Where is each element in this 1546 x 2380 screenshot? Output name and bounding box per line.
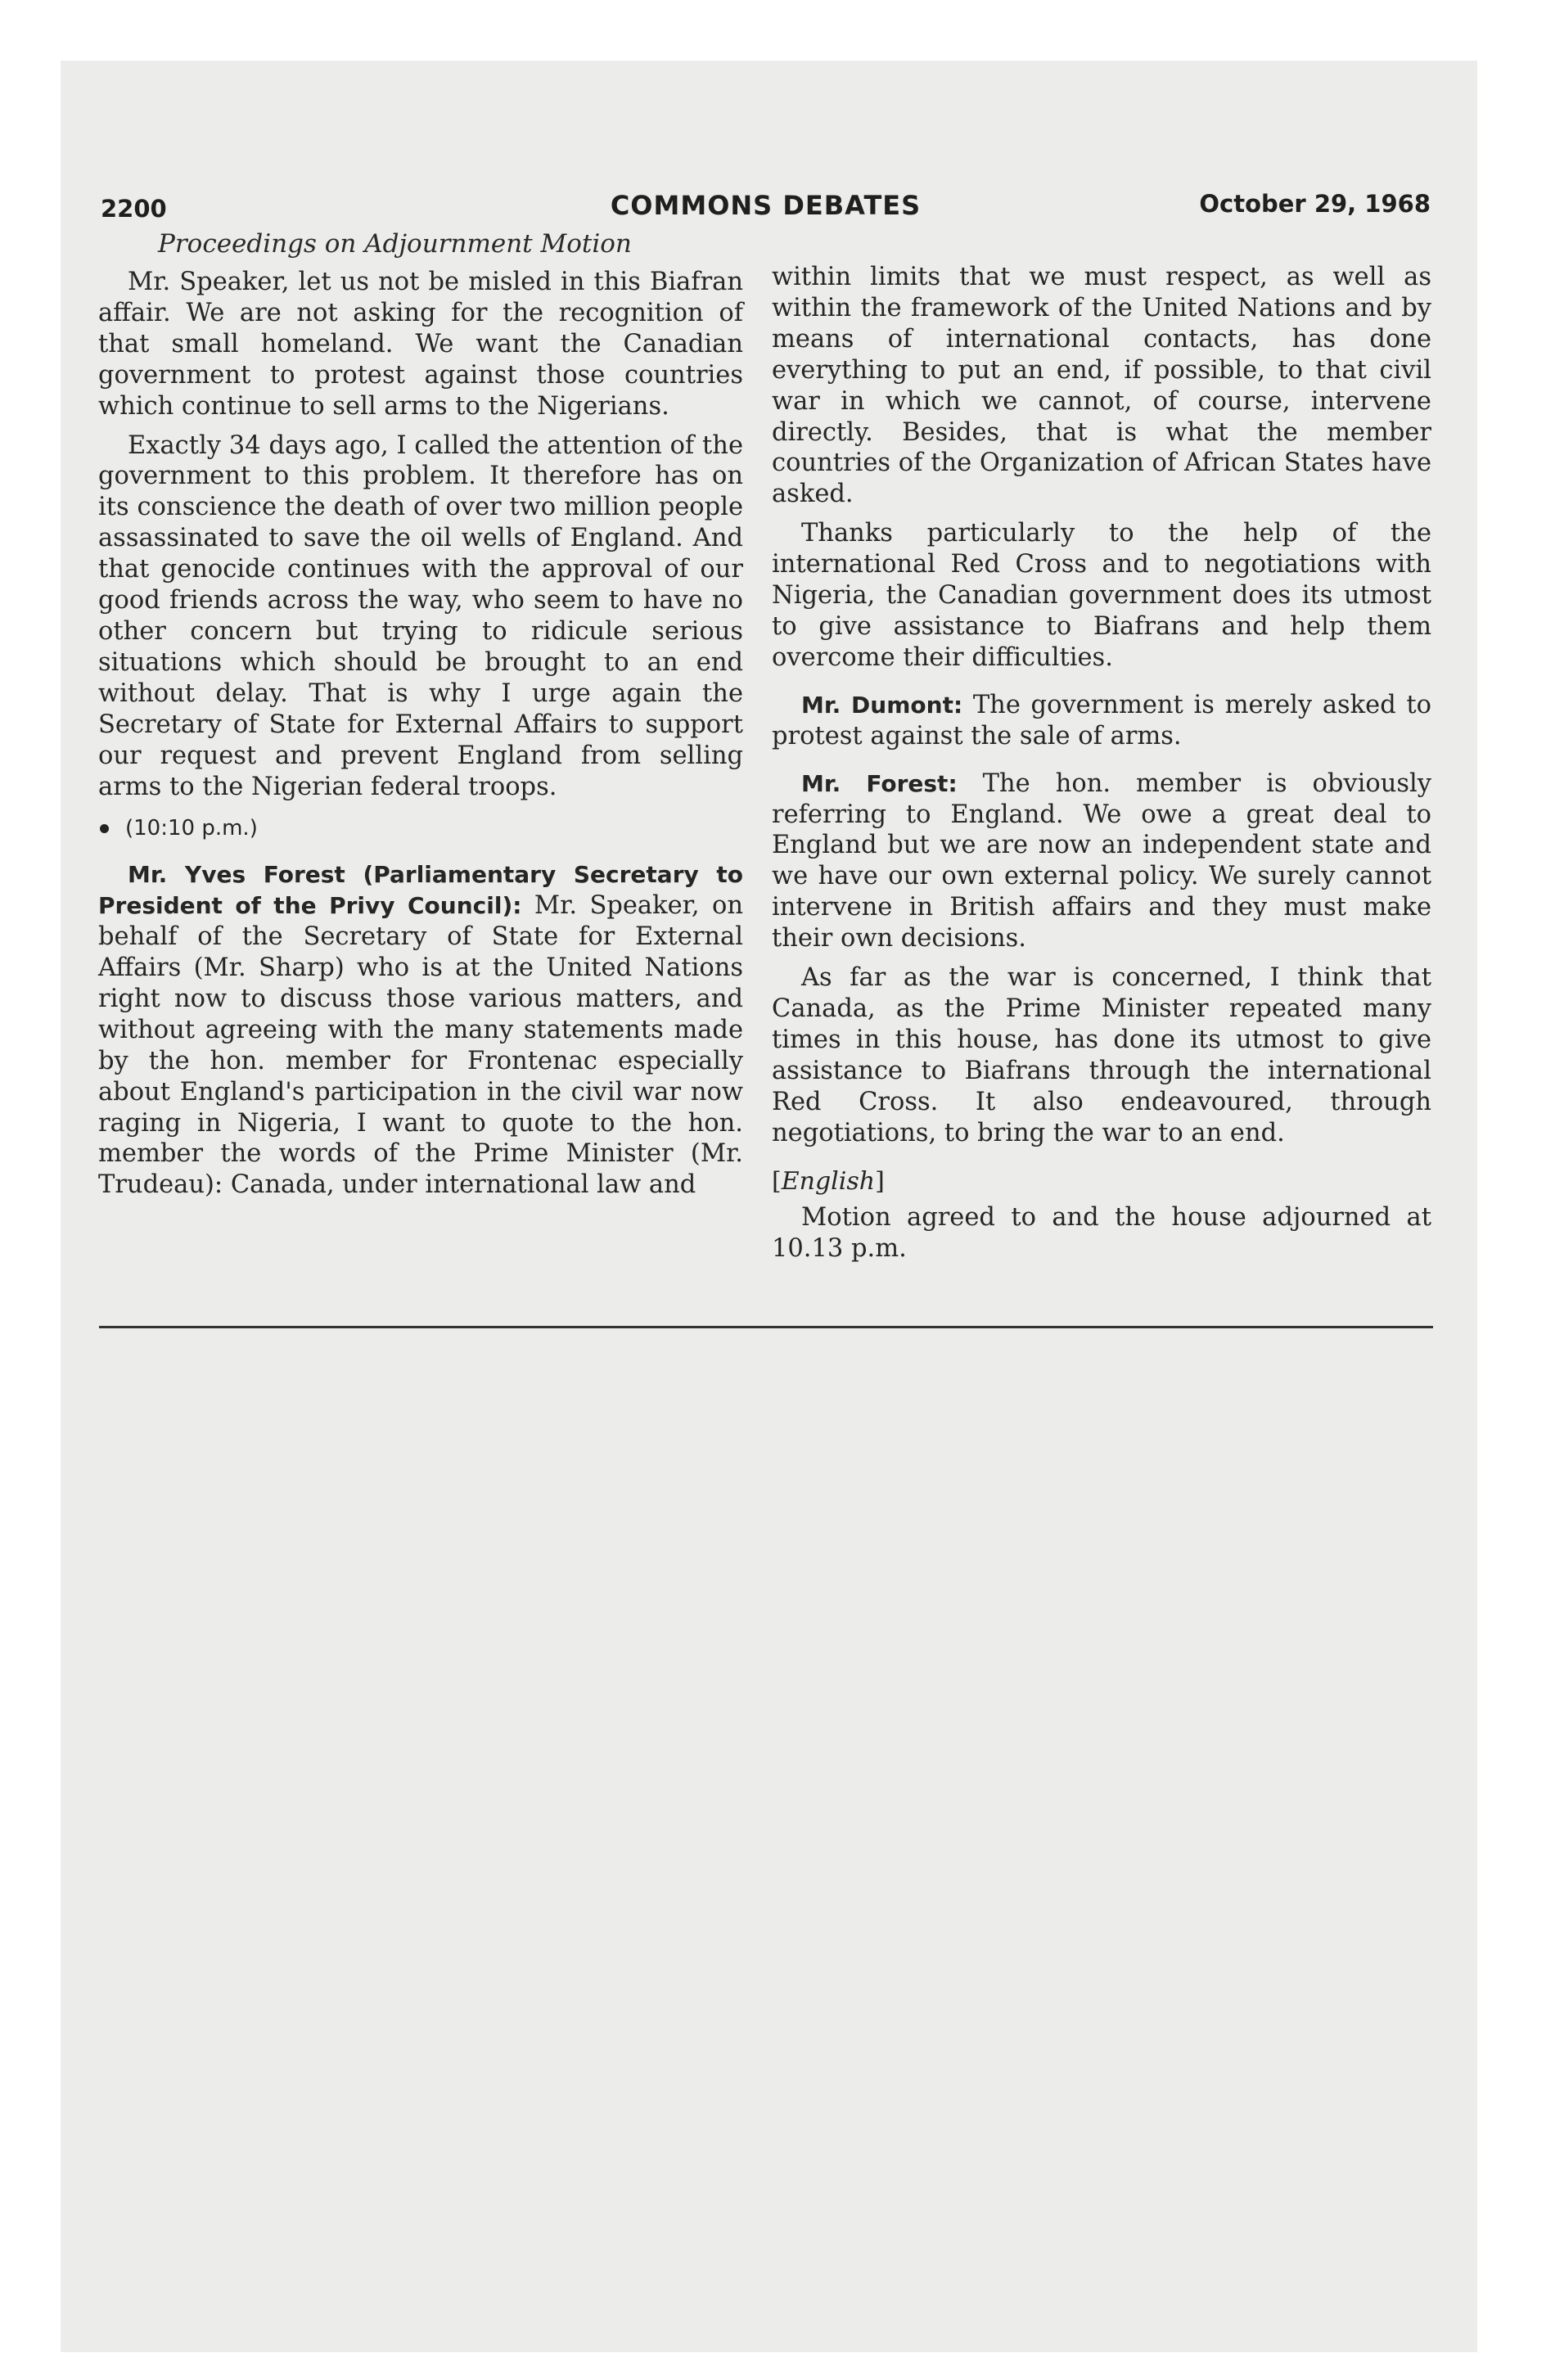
speaker-name: Mr. Forest:: [801, 769, 958, 797]
page-number: 2200: [101, 195, 167, 223]
bullet-icon: [100, 824, 109, 833]
paragraph: Mr. Speaker, let us not be misled in this Biafran affair. We are not asking for the recognition of that small homeland. We want the Canadian government to protest against those countries which continue to sell arms to the Nigerians.: [98, 268, 743, 421]
language-marker-text: English: [781, 1167, 876, 1197]
section-divider: [99, 1326, 1433, 1328]
speech-text: The hon. member is obviously referring to England. We owe a great deal to England but we are now an independent state and we have our own external policy. We surely cannot intervene in British affairs and they must make their own decisions.: [772, 769, 1431, 953]
paragraph: Thanks particularly to the help of the international Red Cross and to negotiations with Nigeria, the Canadian government does its utmost to give assistance to Biafrans and help them overcome their difficulties.: [772, 519, 1431, 672]
publication-title: COMMONS DEBATES: [610, 190, 922, 221]
section-subheading: Proceedings on Adjournment Motion: [158, 229, 632, 259]
paragraph: Motion agreed to and the house adjourned at 10.13 p.m.: [772, 1203, 1431, 1264]
language-marker: [English]: [772, 1167, 885, 1197]
issue-date: October 29, 1968: [1199, 190, 1431, 218]
left-column: [98, 267, 743, 1209]
page-header: [101, 187, 1431, 228]
speech-paragraph: [98, 859, 743, 1201]
paragraph: within limits that we must respect, as well as within the framework of the United Nations and by means of international contacts, has done everything to put an end, if possible, to that civil war in which we cannot, of course, intervene directly. Besides, that is what the member countries of the Organization of African States have asked.: [772, 263, 1431, 509]
right-column: [772, 262, 1431, 1273]
speech-paragraph: [772, 769, 1431, 954]
time-marker-text: (10:10 p.m.): [125, 816, 258, 841]
speaker-name: Mr. Dumont:: [801, 691, 963, 719]
time-marker: [100, 814, 743, 845]
paragraph: Exactly 34 days ago, I called the attention of the government to this problem. It therefore has on its conscience the death of over two million people assassinated to save the oil wells of England. And that genocide continues with the approval of our good friends across the way, who seem to have no other concern but trying to ridicule serious situations which should be brought to an end without delay. That is why I urge again the Secretary of State for External Affairs to support our request and prevent England from selling arms to the Nigerian federal troops.: [98, 430, 743, 801]
speech-paragraph: [772, 690, 1431, 752]
paragraph: As far as the war is concerned, I think that Canada, as the Prime Minister repeated many times in this house, has done its utmost to give assistance to Biafrans through the international Red Cross. It also endeavoured, through negotiations, to bring the war to an end.: [772, 963, 1431, 1147]
speaker-name: Mr. Yves Forest (Parliamentary Secretary to President of the Privy Council):: [98, 861, 743, 920]
speech-text: The government is merely asked to protest against the sale of arms.: [772, 690, 1432, 751]
speech-text: Mr. Speaker, on behalf of the Secretary of State for External Affairs (Mr. Sharp) who is at the United Nations right now to discuss those various matters, and without agreeing with the many statements made by the hon. member for Frontenac especially about England's participation in the civil war now raging in Nigeria, I want to quote to the hon. member the words of the Prime Minister (Mr. Trudeau): Canada, under international law and: [98, 891, 743, 1200]
